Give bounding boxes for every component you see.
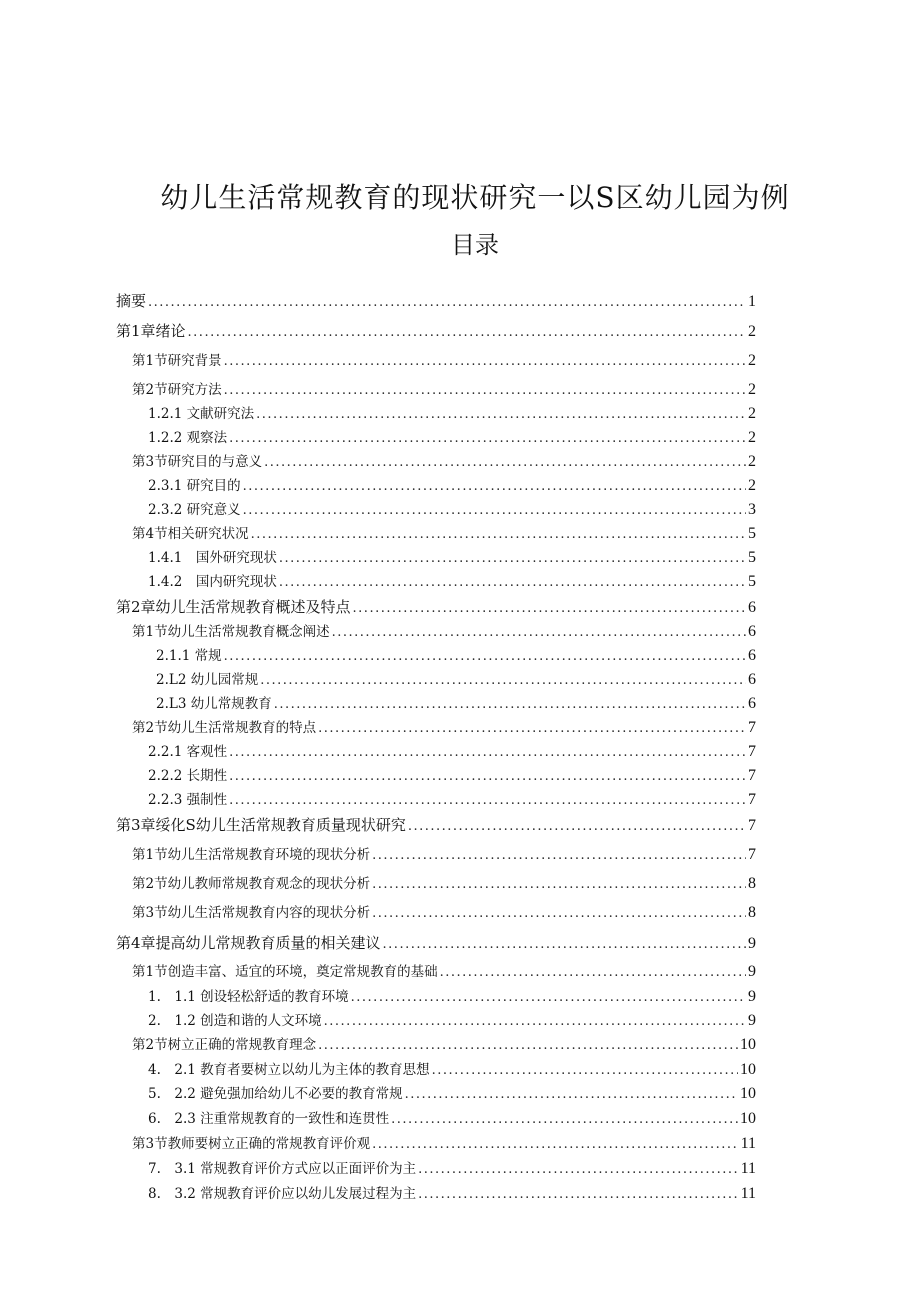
toc-entry-label: 2.3.2 研究意义 (148, 502, 241, 518)
toc-entry[interactable] (116, 597, 756, 619)
toc-entry-page: 11 (740, 1135, 756, 1152)
toc-entry-page: 9 (748, 963, 756, 980)
dot-leader (229, 429, 746, 449)
dot-leader (372, 846, 746, 866)
toc-entry-label: 第1节创造丰富、适宜的环境，奠定常规教育的基础 (132, 964, 438, 980)
toc-entry[interactable] (132, 845, 756, 866)
toc-entry[interactable] (148, 428, 756, 449)
dot-leader (243, 501, 746, 521)
toc-heading: 目录 (451, 231, 499, 259)
dot-leader (372, 1135, 739, 1155)
dot-leader (372, 875, 746, 895)
dot-leader (260, 671, 746, 691)
toc-entry-page: 7 (748, 817, 756, 834)
toc-entry-page: 6 (748, 671, 756, 688)
toc-entry-page: 5 (748, 525, 756, 542)
toc-entry-page: 6 (748, 623, 756, 640)
dot-leader (318, 719, 746, 739)
toc-entry-label: 2.1.1 常规 (156, 648, 222, 664)
dot-leader (383, 935, 746, 955)
toc-entry[interactable] (156, 646, 756, 667)
toc-entry-page: 10 (740, 1085, 756, 1102)
toc-entry-page: 7 (748, 846, 756, 863)
dot-leader (318, 1036, 738, 1056)
toc-entry-label: 2.2.1 客观性 (148, 744, 228, 760)
toc-entry-label: 第1节研究背景 (132, 353, 222, 369)
dot-leader (408, 817, 746, 837)
toc-entry-page: 10 (740, 1036, 756, 1053)
dot-leader (324, 1012, 746, 1032)
toc-entry[interactable] (156, 694, 756, 715)
toc-entry[interactable] (148, 476, 756, 497)
toc-entry-page: 5 (748, 573, 756, 590)
dot-leader (188, 323, 746, 343)
toc-entry-page: 2 (748, 405, 756, 422)
toc-entry[interactable] (132, 1134, 756, 1155)
toc-entry[interactable] (148, 1184, 756, 1205)
toc-entry-page: 11 (740, 1185, 756, 1202)
toc-entry[interactable] (132, 452, 756, 473)
toc-entry-page: 6 (748, 647, 756, 664)
toc-entry-label: 6. 2.3 注重常规教育的一致性和连贯性 (148, 1111, 390, 1127)
toc-entry[interactable] (132, 1035, 756, 1056)
dot-leader (440, 963, 746, 983)
dot-leader (229, 791, 746, 811)
toc-entry[interactable] (148, 1109, 756, 1130)
toc-entry-label: 2.L3 幼儿常规教育 (156, 696, 272, 712)
toc-entry[interactable] (116, 321, 756, 343)
toc-entry[interactable] (148, 1084, 756, 1105)
toc-entry-page: 7 (748, 767, 756, 784)
toc-entry-page: 11 (740, 1160, 756, 1177)
document-title: 幼儿生活常规教育的现状研究一以S区幼儿园为例 (160, 181, 790, 214)
toc-entry[interactable] (116, 291, 756, 313)
dot-leader (274, 695, 746, 715)
toc-entry-label: 第2节幼儿生活常规教育的特点 (132, 720, 317, 736)
toc-entry-label: 5. 2.2 避免强加给幼儿不必要的教育常规 (148, 1086, 403, 1102)
toc-entry-label: 2.2.2 长期性 (148, 768, 228, 784)
toc-entry[interactable] (148, 548, 756, 569)
toc-entry-label: 1.4.2 国内研究现状 (148, 574, 277, 590)
toc-entry-page: 2 (748, 381, 756, 398)
dot-leader (279, 573, 746, 593)
toc-entry[interactable] (148, 572, 756, 593)
dot-leader (243, 477, 746, 497)
toc-entry-label: 2.L2 幼儿园常规 (156, 672, 259, 688)
toc-entry-label: 第4节相关研究状况 (132, 526, 249, 542)
toc-entry-label: 第1章绪论 (116, 322, 186, 340)
toc-entry-label: 7. 3.1 常规教育评价方式应以正面评价为主 (148, 1161, 417, 1177)
dot-leader (224, 647, 746, 667)
dot-leader (279, 549, 746, 569)
dot-leader (432, 1061, 738, 1081)
toc-entry[interactable] (116, 933, 756, 955)
toc-entry-page: 2 (748, 323, 756, 340)
toc-entry-page: 10 (740, 1061, 756, 1078)
dot-leader (251, 525, 746, 545)
toc-entry-page: 8 (748, 904, 756, 921)
toc-entry[interactable] (132, 380, 756, 401)
toc-entry[interactable] (148, 500, 756, 521)
toc-entry-label: 2.2.3 强制性 (148, 792, 228, 808)
toc-entry-page: 5 (748, 549, 756, 566)
toc-entry-label: 2. 1.2 创造和谐的人文环境 (148, 1013, 322, 1029)
toc-entry-label: 4. 2.1 教育者要树立以幼儿为主体的教育思想 (148, 1062, 430, 1078)
toc-entry-page: 7 (748, 791, 756, 808)
toc-entry-label: 摘要 (116, 292, 147, 310)
dot-leader (256, 405, 746, 425)
toc-entry-label: 第3章绥化S幼儿生活常规教育质量现状研究 (116, 816, 406, 834)
toc-entry-page: 7 (748, 719, 756, 736)
toc-entry-page: 9 (748, 1012, 756, 1029)
toc-entry-label: 第4章提高幼儿常规教育质量的相关建议 (116, 934, 381, 952)
toc-entry-page: 3 (748, 501, 756, 518)
toc-entry-page: 9 (748, 935, 756, 952)
dot-leader (224, 381, 746, 401)
toc-entry-label: 1.2.1 文献研究法 (148, 406, 255, 422)
toc-entry[interactable] (148, 766, 756, 787)
toc-entry-label: 第2章幼儿生活常规教育概述及特点 (116, 598, 351, 616)
dot-leader (332, 623, 746, 643)
toc-entry-page: 9 (748, 988, 756, 1005)
toc-entry[interactable] (148, 790, 756, 811)
toc-entry[interactable] (132, 962, 756, 983)
toc-entry[interactable] (132, 622, 756, 643)
toc-entry[interactable] (148, 1011, 756, 1032)
toc-entry-page: 2 (748, 453, 756, 470)
toc-entry[interactable] (132, 903, 756, 924)
toc-entry-label: 1.4.1 国外研究现状 (148, 550, 277, 566)
dot-leader (391, 1110, 738, 1130)
dot-leader (418, 1160, 738, 1180)
toc-entry-page: 6 (748, 599, 756, 616)
dot-leader (353, 599, 746, 619)
toc-entry[interactable] (132, 718, 756, 739)
toc-entry-label: 第1节幼儿生活常规教育环境的现状分析 (132, 847, 371, 863)
dot-leader (229, 743, 746, 763)
toc-entry-label: 第2节研究方法 (132, 382, 222, 398)
toc-entry[interactable] (148, 404, 756, 425)
dot-leader (229, 767, 746, 787)
toc-entry[interactable] (132, 524, 756, 545)
toc-entry[interactable] (156, 670, 756, 691)
toc-entry-label: 2.3.1 研究目的 (148, 478, 241, 494)
toc-entry[interactable] (116, 815, 756, 837)
dot-leader (148, 293, 746, 313)
dot-leader (418, 1185, 738, 1205)
dot-leader (372, 904, 746, 924)
dot-leader (405, 1085, 738, 1105)
toc-entry-label: 第2节树立正确的常规教育理念 (132, 1037, 317, 1053)
toc-entry-label: 第3节幼儿生活常规教育内容的现状分析 (132, 905, 371, 921)
toc-entry-page: 2 (748, 352, 756, 369)
toc-entry-label: 第2节幼儿教师常规教育观念的现状分析 (132, 876, 371, 892)
toc-entry-page: 2 (748, 429, 756, 446)
toc-entry-page: 7 (748, 743, 756, 760)
toc-entry-label: 第1节幼儿生活常规教育概念阐述 (132, 624, 330, 640)
toc-entry-page: 6 (748, 695, 756, 712)
toc-entry-label: 1.2.2 观察法 (148, 430, 228, 446)
toc-entry-label: 1. 1.1 创设轻松舒适的教育环境 (148, 989, 349, 1005)
toc-entry-page: 1 (748, 293, 756, 310)
toc-entry[interactable] (148, 742, 756, 763)
toc-entry[interactable] (148, 1060, 756, 1081)
toc-entry[interactable] (132, 874, 756, 895)
dot-leader (264, 453, 746, 473)
toc-entry[interactable] (148, 987, 756, 1008)
toc-entry-label: 8. 3.2 常规教育评价应以幼儿发展过程为主 (148, 1186, 417, 1202)
toc-entry-label: 第3节教师要树立正确的常规教育评价观 (132, 1136, 371, 1152)
toc-entry-page: 8 (748, 875, 756, 892)
toc-entry-page: 2 (748, 477, 756, 494)
toc-entry-page: 10 (740, 1110, 756, 1127)
toc-entry[interactable] (148, 1159, 756, 1180)
dot-leader (224, 352, 746, 372)
dot-leader (351, 988, 746, 1008)
toc-entry[interactable] (132, 351, 756, 372)
toc-entry-label: 第3节研究目的与意义 (132, 454, 263, 470)
